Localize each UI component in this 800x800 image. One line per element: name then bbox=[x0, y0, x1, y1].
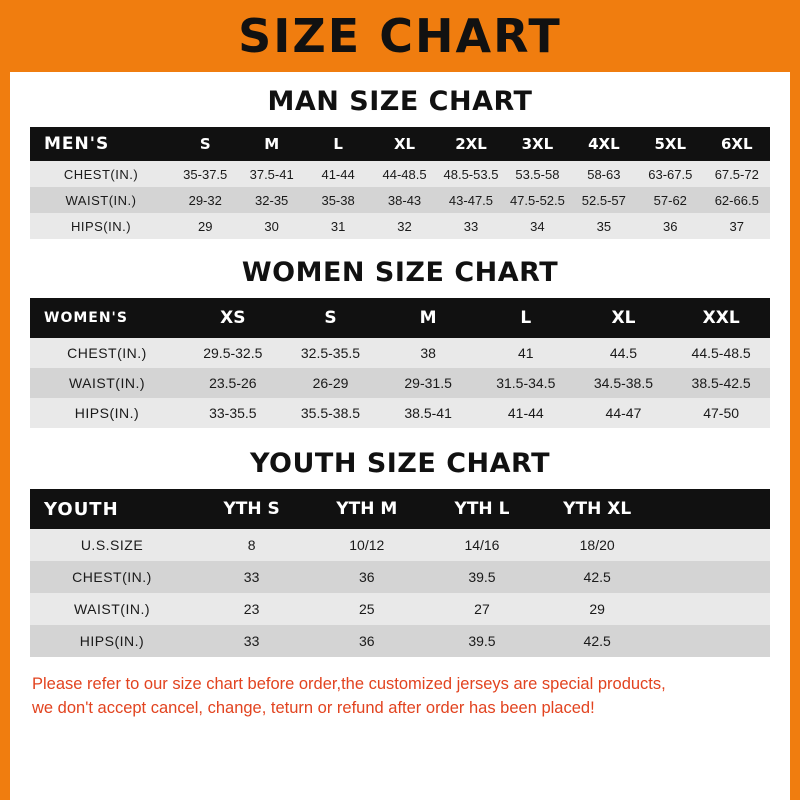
women-col-head-3: L bbox=[477, 298, 575, 338]
men-row-label-header: MEN'S bbox=[30, 127, 172, 161]
women-chest-5: 44.5-48.5 bbox=[672, 338, 770, 368]
women-chest-3: 41 bbox=[477, 338, 575, 368]
men-chest-7: 63-67.5 bbox=[637, 161, 703, 187]
youth-size-table bbox=[30, 489, 770, 657]
men-chest-6: 58-63 bbox=[571, 161, 637, 187]
youth-ussize-0: 8 bbox=[194, 529, 309, 561]
youth-chest-3: 42.5 bbox=[540, 561, 655, 593]
table-row bbox=[30, 187, 770, 213]
youth-row-label-hips: HIPS(IN.) bbox=[30, 625, 194, 657]
men-col-head-3: XL bbox=[371, 127, 437, 161]
youth-ussize-3: 18/20 bbox=[540, 529, 655, 561]
table-header-row bbox=[30, 489, 770, 529]
youth-hips-0: 33 bbox=[194, 625, 309, 657]
youth-hips-4 bbox=[655, 625, 770, 657]
women-chest-0: 29.5-32.5 bbox=[184, 338, 282, 368]
youth-waist-4 bbox=[655, 593, 770, 625]
men-hips-3: 32 bbox=[371, 213, 437, 239]
men-waist-1: 32-35 bbox=[238, 187, 304, 213]
men-waist-7: 57-62 bbox=[637, 187, 703, 213]
table-header-row bbox=[30, 298, 770, 338]
women-waist-3: 31.5-34.5 bbox=[477, 368, 575, 398]
women-size-table bbox=[30, 298, 770, 428]
women-hips-4: 44-47 bbox=[575, 398, 673, 428]
men-waist-2: 35-38 bbox=[305, 187, 371, 213]
women-chest-4: 44.5 bbox=[575, 338, 673, 368]
women-hips-1: 35.5-38.5 bbox=[282, 398, 380, 428]
women-hips-3: 41-44 bbox=[477, 398, 575, 428]
youth-hips-2: 39.5 bbox=[424, 625, 539, 657]
men-chest-5: 53.5-58 bbox=[504, 161, 570, 187]
men-hips-2: 31 bbox=[305, 213, 371, 239]
youth-hips-3: 42.5 bbox=[540, 625, 655, 657]
women-col-head-4: XL bbox=[575, 298, 673, 338]
table-row bbox=[30, 161, 770, 187]
women-waist-4: 34.5-38.5 bbox=[575, 368, 673, 398]
women-row-label-chest: CHEST(IN.) bbox=[30, 338, 184, 368]
men-chest-2: 41-44 bbox=[305, 161, 371, 187]
men-col-head-4: 2XL bbox=[438, 127, 504, 161]
men-col-head-0: S bbox=[172, 127, 238, 161]
men-hips-7: 36 bbox=[637, 213, 703, 239]
table-row bbox=[30, 368, 770, 398]
youth-waist-1: 25 bbox=[309, 593, 424, 625]
women-chest-1: 32.5-35.5 bbox=[282, 338, 380, 368]
women-col-head-1: S bbox=[282, 298, 380, 338]
youth-waist-2: 27 bbox=[424, 593, 539, 625]
men-col-head-1: M bbox=[238, 127, 304, 161]
men-row-label-hips: HIPS(IN.) bbox=[30, 213, 172, 239]
men-hips-5: 34 bbox=[504, 213, 570, 239]
women-waist-5: 38.5-42.5 bbox=[672, 368, 770, 398]
men-waist-6: 52.5-57 bbox=[571, 187, 637, 213]
men-waist-3: 38-43 bbox=[371, 187, 437, 213]
youth-waist-0: 23 bbox=[194, 593, 309, 625]
men-col-head-2: L bbox=[305, 127, 371, 161]
youth-col-head-0: YTH S bbox=[194, 489, 309, 529]
table-row bbox=[30, 398, 770, 428]
youth-row-label-chest: CHEST(IN.) bbox=[30, 561, 194, 593]
men-col-head-8: 6XL bbox=[704, 127, 771, 161]
youth-row-label-header: YOUTH bbox=[30, 489, 194, 529]
men-waist-4: 43-47.5 bbox=[438, 187, 504, 213]
page-title: SIZE CHART bbox=[238, 9, 562, 63]
men-waist-8: 62-66.5 bbox=[704, 187, 771, 213]
women-row-label-hips: HIPS(IN.) bbox=[30, 398, 184, 428]
men-waist-0: 29-32 bbox=[172, 187, 238, 213]
youth-section-title: YOUTH SIZE CHART bbox=[249, 448, 551, 479]
footer-note bbox=[32, 673, 768, 721]
women-waist-1: 26-29 bbox=[282, 368, 380, 398]
table-header-row bbox=[30, 127, 770, 161]
footer-note-line-1: Please refer to our size chart before order,the customized jerseys are special products, bbox=[32, 675, 666, 693]
youth-chest-4 bbox=[655, 561, 770, 593]
men-chest-3: 44-48.5 bbox=[371, 161, 437, 187]
youth-chest-1: 36 bbox=[309, 561, 424, 593]
table-row bbox=[30, 625, 770, 657]
table-row bbox=[30, 529, 770, 561]
men-hips-0: 29 bbox=[172, 213, 238, 239]
men-chest-0: 35-37.5 bbox=[172, 161, 238, 187]
youth-row-label-ussize: U.S.SIZE bbox=[30, 529, 194, 561]
women-col-head-2: M bbox=[379, 298, 477, 338]
youth-col-head-3: YTH XL bbox=[540, 489, 655, 529]
men-col-head-5: 3XL bbox=[504, 127, 570, 161]
table-row bbox=[30, 593, 770, 625]
women-chest-2: 38 bbox=[379, 338, 477, 368]
women-col-head-0: XS bbox=[184, 298, 282, 338]
table-row bbox=[30, 561, 770, 593]
women-col-head-5: XXL bbox=[672, 298, 770, 338]
men-col-head-7: 5XL bbox=[637, 127, 703, 161]
men-hips-8: 37 bbox=[704, 213, 771, 239]
men-hips-4: 33 bbox=[438, 213, 504, 239]
men-hips-1: 30 bbox=[238, 213, 304, 239]
women-hips-5: 47-50 bbox=[672, 398, 770, 428]
youth-chest-2: 39.5 bbox=[424, 561, 539, 593]
youth-col-head-4 bbox=[655, 489, 770, 529]
table-row bbox=[30, 338, 770, 368]
men-col-head-6: 4XL bbox=[571, 127, 637, 161]
youth-hips-1: 36 bbox=[309, 625, 424, 657]
men-hips-6: 35 bbox=[571, 213, 637, 239]
women-waist-0: 23.5-26 bbox=[184, 368, 282, 398]
men-section-title: MAN SIZE CHART bbox=[267, 86, 533, 117]
youth-row-label-waist: WAIST(IN.) bbox=[30, 593, 194, 625]
men-waist-5: 47.5-52.5 bbox=[504, 187, 570, 213]
men-row-label-chest: CHEST(IN.) bbox=[30, 161, 172, 187]
men-chest-4: 48.5-53.5 bbox=[438, 161, 504, 187]
women-row-label-waist: WAIST(IN.) bbox=[30, 368, 184, 398]
youth-ussize-2: 14/16 bbox=[424, 529, 539, 561]
youth-col-head-2: YTH L bbox=[424, 489, 539, 529]
footer-note-line-2: we don't accept cancel, change, teturn or refund after order has been placed! bbox=[32, 698, 595, 717]
table-row bbox=[30, 213, 770, 239]
youth-ussize-1: 10/12 bbox=[309, 529, 424, 561]
youth-chest-0: 33 bbox=[194, 561, 309, 593]
men-size-table bbox=[30, 127, 770, 239]
women-section-title: WOMEN SIZE CHART bbox=[241, 257, 559, 288]
men-row-label-waist: WAIST(IN.) bbox=[30, 187, 172, 213]
women-hips-0: 33-35.5 bbox=[184, 398, 282, 428]
women-row-label-header: WOMEN'S bbox=[30, 298, 184, 338]
men-chest-8: 67.5-72 bbox=[704, 161, 771, 187]
youth-ussize-4 bbox=[655, 529, 770, 561]
youth-waist-3: 29 bbox=[540, 593, 655, 625]
banner bbox=[0, 0, 800, 72]
women-waist-2: 29-31.5 bbox=[379, 368, 477, 398]
youth-col-head-1: YTH M bbox=[309, 489, 424, 529]
women-hips-2: 38.5-41 bbox=[379, 398, 477, 428]
men-chest-1: 37.5-41 bbox=[238, 161, 304, 187]
